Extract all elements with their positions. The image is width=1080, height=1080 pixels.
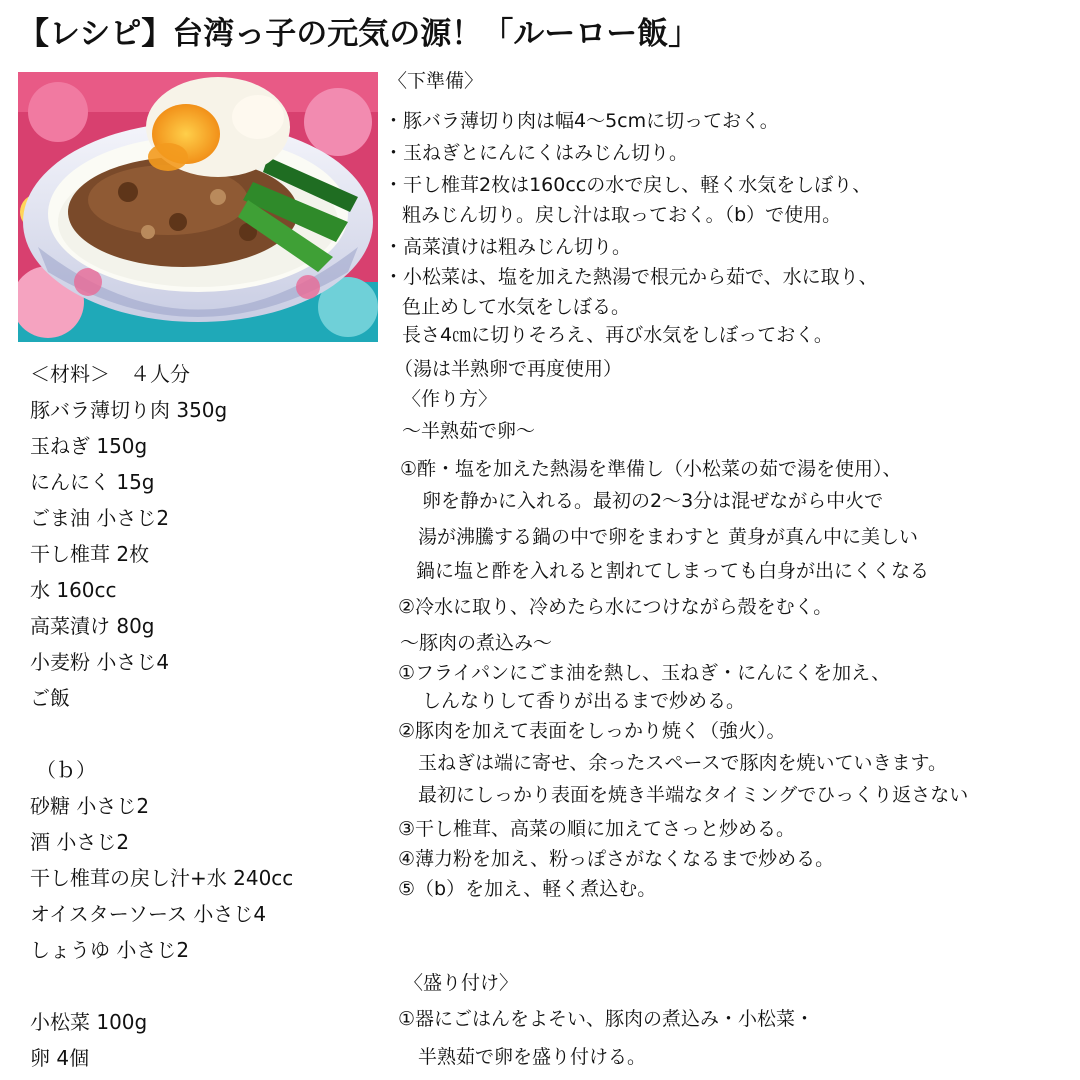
subsection-heading: ～豚肉の煮込み～ <box>400 632 553 654</box>
step-line: ⑤（b）を加え、軽く煮込む。 <box>398 878 657 900</box>
step-line: ②豚肉を加えて表面をしっかり焼く（強火）。 <box>398 720 786 742</box>
step-line: 卵を静かに入れる。最初の2～3分は混ぜながら中火で <box>422 490 884 512</box>
step-line: 玉ねぎは端に寄せ、余ったスペースで豚肉を焼いていきます。 <box>418 752 947 774</box>
step-line: ・豚バラ薄切り肉は幅4～5cmに切っておく。 <box>384 110 779 132</box>
sauce-b-item: 砂糖 小さじ2 <box>30 794 150 818</box>
ingredient-item: 玉ねぎ 150g <box>30 434 148 458</box>
step-line: ②冷水に取り、冷めたら水につけながら殻をむく。 <box>398 596 833 618</box>
ingredient-item: ご飯 <box>30 686 70 710</box>
step-line: しんなりして香りが出るまで炒める。 <box>422 690 746 712</box>
spacer <box>30 716 380 752</box>
step-line: ①器にごはんをよそい、豚肉の煮込み・小松菜・ <box>398 1008 815 1030</box>
ingredient-item: 卵 4個 <box>30 1046 90 1070</box>
step-line: ①フライパンにごま油を熱し、玉ねぎ・にんにくを加え、 <box>398 662 891 684</box>
ingredient-item: 高菜漬け 80g <box>30 614 155 638</box>
sauce-b-item: 干し椎茸の戻し汁+水 240cc <box>30 866 294 890</box>
section-heading: 〈下準備〉 <box>388 70 484 92</box>
step-line: ・小松菜は、塩を加えた熱湯で根元から茹で、水に取り、 <box>384 266 878 288</box>
step-line: ①酢・塩を加えた熱湯を準備し（小松菜の茹で湯を使用）、 <box>400 458 902 480</box>
step-line: 粗みじん切り。戻し汁は取っておく。（b）で使用。 <box>402 204 842 226</box>
ingredient-list <box>30 356 380 1076</box>
ingredient-item: 小麦粉 小さじ4 <box>30 650 170 674</box>
section-heading: 〈作り方〉 <box>402 388 498 410</box>
ingredient-item: 水 160cc <box>30 578 117 602</box>
step-line: ③干し椎茸、高菜の順に加えてさっと炒める。 <box>398 818 796 840</box>
subsection-heading: ～半熟茹で卵～ <box>402 420 536 442</box>
sauce-b-item: 酒 小さじ2 <box>30 830 130 854</box>
step-line: 半熟茹で卵を盛り付ける。 <box>418 1046 647 1068</box>
step-line: 色止めして水気をしぼる。 <box>402 296 631 318</box>
recipe-photo <box>18 72 378 342</box>
ingredient-item: ごま油 小さじ2 <box>30 506 170 530</box>
spacer <box>30 968 380 1004</box>
step-line: ・玉ねぎとにんにくはみじん切り。 <box>384 142 689 164</box>
ingredient-item: 小松菜 100g <box>30 1010 148 1034</box>
ingredient-item: 干し椎茸 2枚 <box>30 542 150 566</box>
sauce-b-item: しょうゆ 小さじ2 <box>30 938 190 962</box>
step-line: 鍋に塩と酢を入れると割れてしまっても白身が出にくくなる <box>416 560 930 582</box>
step-line: ④薄力粉を加え、粉っぽさがなくなるまで炒める。 <box>398 848 835 870</box>
step-line: 長さ4㎝に切りそろえ、再び水気をしぼっておく。 <box>402 324 833 346</box>
page-title: 【レシピ】台湾っ子の元気の源！「ルーロー飯」 <box>18 16 700 52</box>
sauce-b-item: オイスターソース 小さじ4 <box>30 902 267 926</box>
step-line: ・高菜漬けは粗みじん切り。 <box>384 236 632 258</box>
step-line: 最初にしっかり表面を焼き半端なタイミングでひっくり返さない <box>418 784 969 806</box>
sauce-b-header: （ｂ） <box>36 758 96 782</box>
step-note: （湯は半熟卵で再度使用） <box>394 358 623 380</box>
ingredient-item: 豚バラ薄切り肉 350g <box>30 398 228 422</box>
ruroufan-bowl-icon <box>18 72 378 342</box>
section-heading: 〈盛り付け〉 <box>404 972 519 994</box>
step-line: 湯が沸騰する鍋の中で卵をまわすと 黄身が真ん中に美しい <box>418 526 919 548</box>
ingredients-header: ＜材料＞ ４人分 <box>30 362 190 386</box>
step-line: ・干し椎茸2枚は160ccの水で戻し、軽く水気をしぼり、 <box>384 174 872 196</box>
ingredient-item: にんにく 15g <box>30 470 155 494</box>
